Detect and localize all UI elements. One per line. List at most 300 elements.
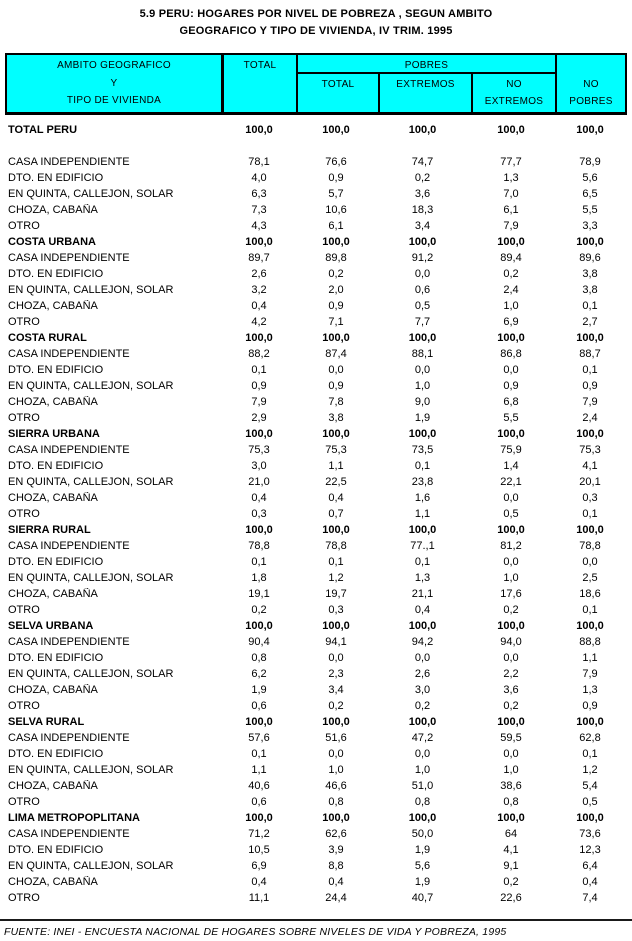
row-value: 2,6 — [251, 268, 267, 280]
header-no-extremos-line-2: EXTREMOS — [484, 96, 544, 107]
row-value: 0,0 — [328, 748, 344, 760]
row-label: DTO. EN EDIFICIO — [8, 460, 104, 472]
row-value: 78,8 — [248, 540, 270, 552]
row-value: 0,5 — [582, 796, 598, 808]
row-label: SIERRA RURAL — [8, 524, 91, 536]
header-pobres-no-extremos — [471, 74, 555, 112]
row-value: 3,2 — [251, 284, 267, 296]
row-value: 100,0 — [576, 620, 604, 632]
table-row — [5, 762, 627, 778]
row-value: 1,0 — [503, 764, 519, 776]
row-value: 0,4 — [251, 300, 267, 312]
footer-divider — [0, 919, 632, 921]
table-row — [5, 778, 627, 794]
row-value: 0,6 — [414, 284, 431, 296]
row-value: 100,0 — [497, 332, 525, 344]
row-label: OTRO — [8, 412, 40, 424]
row-value: 0,0 — [414, 364, 431, 376]
header-ambito-geografico — [7, 55, 224, 112]
row-value: 0,3 — [582, 492, 598, 504]
table-row — [5, 890, 627, 906]
row-value: 76,6 — [325, 156, 347, 168]
section-header-row — [5, 618, 627, 634]
row-value: 22,5 — [325, 476, 347, 488]
row-label: CHOZA, CABAÑA — [8, 492, 98, 504]
row-value: 40,6 — [248, 780, 270, 792]
row-value: 2,0 — [328, 284, 344, 296]
row-value: 0,0 — [328, 652, 344, 664]
row-label: CASA INDEPENDIENTE — [8, 828, 130, 840]
row-value: 77,7 — [500, 156, 522, 168]
row-value: 6,9 — [503, 316, 519, 328]
row-value: 6,9 — [251, 860, 267, 872]
row-value: 100,0 — [322, 236, 350, 248]
section-header-row — [5, 714, 627, 730]
row-value: 75,3 — [325, 444, 347, 456]
row-value: 71,2 — [248, 828, 270, 840]
row-value: 2,5 — [582, 572, 598, 584]
row-value: 1,0 — [414, 380, 431, 392]
row-value: 94,0 — [500, 636, 522, 648]
row-value: 100,0 — [245, 124, 273, 136]
row-value: 0,0 — [503, 364, 519, 376]
row-value: 88,1 — [411, 348, 434, 360]
section-header-row — [5, 522, 627, 538]
header-pobres-extremos: EXTREMOS — [378, 74, 471, 112]
row-value: 0,9 — [328, 380, 344, 392]
row-value: 1,3 — [414, 572, 431, 584]
row-value: 40,7 — [411, 892, 434, 904]
row-label: COSTA URBANA — [8, 236, 96, 248]
row-label: CHOZA, CABAÑA — [8, 204, 98, 216]
row-value: 94,2 — [411, 636, 434, 648]
row-value: 3,0 — [251, 460, 267, 472]
row-value: 22,1 — [500, 476, 522, 488]
row-value: 19,7 — [325, 588, 347, 600]
row-value: 100,0 — [408, 716, 437, 728]
row-value: 100,0 — [497, 812, 525, 824]
header-ambito-line-1: AMBITO GEOGRAFICO — [57, 60, 171, 71]
row-label: EN QUINTA, CALLEJON, SOLAR — [8, 284, 174, 296]
row-value: 0,4 — [582, 876, 598, 888]
row-value: 100,0 — [576, 124, 604, 136]
row-value: 5,5 — [503, 412, 519, 424]
row-value: 0,9 — [582, 380, 598, 392]
row-value: 0,9 — [328, 172, 344, 184]
row-value: 78,1 — [248, 156, 270, 168]
table-row — [5, 858, 627, 874]
row-value: 0,3 — [328, 604, 344, 616]
row-value: 75,3 — [579, 444, 601, 456]
row-value: 21,0 — [248, 476, 270, 488]
row-value: 91,2 — [411, 252, 434, 264]
row-value: 7,9 — [503, 220, 519, 232]
row-value: 0,2 — [503, 700, 519, 712]
table-row — [5, 746, 627, 762]
row-label: CASA INDEPENDIENTE — [8, 444, 130, 456]
row-value: 17,6 — [500, 588, 522, 600]
row-value: 0,1 — [251, 364, 267, 376]
row-value: 0,0 — [414, 748, 431, 760]
row-value: 0,0 — [503, 652, 519, 664]
row-value: 100,0 — [408, 236, 437, 248]
row-value: 2,7 — [582, 316, 598, 328]
row-value: 100,0 — [322, 716, 350, 728]
row-value: 100,0 — [245, 620, 273, 632]
row-value: 1,1 — [251, 764, 267, 776]
row-label: EN QUINTA, CALLEJON, SOLAR — [8, 572, 174, 584]
row-value: 6,1 — [503, 204, 519, 216]
row-value: 0,0 — [328, 364, 344, 376]
row-value: 100,0 — [245, 428, 273, 440]
row-value: 0,5 — [503, 508, 519, 520]
row-value: 100,0 — [322, 620, 350, 632]
row-value: 21,1 — [411, 588, 434, 600]
header-no-pobres-line-2: POBRES — [569, 96, 613, 107]
row-value: 6,3 — [251, 188, 267, 200]
row-value: 10,5 — [248, 844, 270, 856]
row-label: OTRO — [8, 508, 40, 520]
row-value: 100,0 — [408, 524, 437, 536]
row-value: 1,9 — [251, 684, 267, 696]
row-value: 1,4 — [503, 460, 519, 472]
row-value: 94,1 — [325, 636, 347, 648]
row-value: 89,4 — [500, 252, 522, 264]
row-value: 0,8 — [328, 796, 344, 808]
row-value: 2,9 — [251, 412, 267, 424]
row-value: 78,9 — [579, 156, 601, 168]
row-value: 3,9 — [328, 844, 344, 856]
row-value: 100,0 — [576, 332, 604, 344]
row-value: 59,5 — [500, 732, 522, 744]
row-value: 0,0 — [503, 556, 519, 568]
row-label: SIERRA URBANA — [8, 428, 100, 440]
row-value: 2,4 — [582, 412, 598, 424]
source-note: FUENTE: INEI - ENCUESTA NACIONAL DE HOGARES SOBRE NIVELES DE VIDA Y POBREZA, 1995 — [4, 926, 507, 938]
row-value: 100,0 — [576, 428, 604, 440]
row-value: 87,4 — [325, 348, 347, 360]
section-header-row — [5, 234, 627, 250]
row-value: 1,0 — [414, 764, 431, 776]
row-label: EN QUINTA, CALLEJON, SOLAR — [8, 380, 174, 392]
row-value: 0,8 — [251, 652, 267, 664]
header-total: TOTAL — [224, 55, 298, 112]
row-value: 0,9 — [503, 380, 519, 392]
row-value: 3,3 — [582, 220, 598, 232]
row-value: 0,5 — [414, 300, 431, 312]
row-value: 75,3 — [248, 444, 270, 456]
row-value: 1,1 — [328, 460, 344, 472]
row-value: 47,2 — [411, 732, 434, 744]
table-row — [5, 506, 627, 522]
page-title — [0, 6, 632, 40]
row-value: 100,0 — [408, 428, 437, 440]
row-value: 2,2 — [503, 668, 519, 680]
row-value: 3,4 — [414, 220, 431, 232]
row-value: 64 — [504, 828, 518, 840]
table-row — [5, 250, 627, 266]
row-value: 1,2 — [582, 764, 598, 776]
row-value: 2,3 — [328, 668, 344, 680]
row-value: 3,8 — [582, 284, 598, 296]
row-label: SELVA URBANA — [8, 620, 94, 632]
row-value: 1,0 — [503, 572, 519, 584]
row-label: EN QUINTA, CALLEJON, SOLAR — [8, 188, 174, 200]
row-value: 11,1 — [248, 892, 270, 904]
row-label: EN QUINTA, CALLEJON, SOLAR — [8, 860, 174, 872]
row-value: 88,8 — [579, 636, 601, 648]
row-value: 1,9 — [414, 876, 431, 888]
row-value: 3,8 — [328, 412, 344, 424]
row-value: 4,0 — [251, 172, 267, 184]
row-value: 0,4 — [251, 876, 267, 888]
row-value: 89,6 — [579, 252, 601, 264]
row-value: 0,2 — [503, 268, 519, 280]
row-label: CHOZA, CABAÑA — [8, 300, 98, 312]
row-value: 7,4 — [582, 892, 598, 904]
row-label: OTRO — [8, 604, 40, 616]
row-value: 0,0 — [582, 556, 598, 568]
row-value: 22,6 — [500, 892, 522, 904]
table-row — [5, 442, 627, 458]
row-value: 100,0 — [245, 236, 273, 248]
table-row — [5, 474, 627, 490]
row-label: DTO. EN EDIFICIO — [8, 172, 104, 184]
row-value: 1,1 — [414, 508, 431, 520]
row-label: DTO. EN EDIFICIO — [8, 844, 104, 856]
section-header-row — [5, 330, 627, 346]
row-label: CASA INDEPENDIENTE — [8, 540, 130, 552]
table-row — [5, 490, 627, 506]
table-row — [5, 538, 627, 554]
row-value: 3,6 — [414, 188, 431, 200]
row-value: 0,1 — [582, 604, 598, 616]
title-line-1: 5.9 PERU: HOGARES POR NIVEL DE POBREZA , SEGUN AMBITO — [139, 8, 493, 20]
row-value: 4,3 — [251, 220, 267, 232]
row-value: 0,9 — [328, 300, 344, 312]
row-value: 100,0 — [497, 236, 525, 248]
table-row — [5, 346, 627, 362]
row-label: DTO. EN EDIFICIO — [8, 652, 104, 664]
row-label: DTO. EN EDIFICIO — [8, 748, 104, 760]
row-value: 88,2 — [248, 348, 270, 360]
row-value: 0,1 — [328, 556, 344, 568]
row-value: 5,7 — [328, 188, 344, 200]
row-value: 100,0 — [322, 428, 350, 440]
row-value: 7,3 — [251, 204, 267, 216]
row-value: 0,1 — [251, 748, 267, 760]
row-value: 6,4 — [582, 860, 598, 872]
row-value: 78,8 — [579, 540, 601, 552]
row-value: 0,0 — [503, 492, 519, 504]
row-value: 0,2 — [503, 876, 519, 888]
row-value: 19,1 — [248, 588, 270, 600]
row-value: 12,3 — [579, 844, 601, 856]
table-row — [5, 874, 627, 890]
row-value: 6,8 — [503, 396, 519, 408]
row-value: 0,4 — [251, 492, 267, 504]
row-label: OTRO — [8, 892, 40, 904]
table-row — [5, 314, 627, 330]
row-value: 100,0 — [245, 716, 273, 728]
row-label: CHOZA, CABAÑA — [8, 684, 98, 696]
row-value: 38,6 — [500, 780, 522, 792]
table-row — [5, 298, 627, 314]
row-value: 100,0 — [576, 812, 604, 824]
row-value: 100,0 — [576, 524, 604, 536]
row-value: 0,1 — [582, 364, 598, 376]
row-label: OTRO — [8, 796, 40, 808]
row-value: 0,1 — [414, 556, 431, 568]
row-value: 100,0 — [322, 332, 350, 344]
row-value: 7,7 — [414, 316, 431, 328]
table-row — [5, 170, 627, 186]
table-row — [5, 650, 627, 666]
table-row — [5, 266, 627, 282]
row-value: 62,6 — [325, 828, 347, 840]
row-value: 0,2 — [414, 172, 431, 184]
row-value: 100,0 — [245, 524, 273, 536]
row-value: 57,6 — [248, 732, 270, 744]
row-value: 75,9 — [500, 444, 522, 456]
table-row — [5, 154, 627, 170]
row-value: 20,1 — [579, 476, 601, 488]
row-value: 81,2 — [500, 540, 522, 552]
row-label: SELVA RURAL — [8, 716, 85, 728]
row-value: 0,1 — [582, 748, 598, 760]
row-value: 100,0 — [245, 332, 273, 344]
row-value: 0,0 — [414, 652, 431, 664]
row-value: 1,3 — [582, 684, 598, 696]
table-row — [5, 410, 627, 426]
table-row — [5, 730, 627, 746]
table-row — [5, 682, 627, 698]
row-value: 2,4 — [503, 284, 519, 296]
row-value: 100,0 — [408, 620, 437, 632]
row-value: 1,3 — [503, 172, 519, 184]
table-row — [5, 394, 627, 410]
row-value: 86,8 — [500, 348, 522, 360]
row-value: 3,8 — [582, 268, 598, 280]
row-value: 1,9 — [414, 412, 431, 424]
row-label: DTO. EN EDIFICIO — [8, 268, 104, 280]
row-value: 0,2 — [328, 268, 344, 280]
row-value: 62,8 — [579, 732, 601, 744]
row-label: CASA INDEPENDIENTE — [8, 156, 130, 168]
row-value: 10,6 — [325, 204, 347, 216]
header-no-pobres — [555, 55, 625, 112]
row-value: 7,9 — [582, 396, 598, 408]
header-pobres-total: TOTAL — [321, 79, 355, 90]
row-value: 5,5 — [582, 204, 598, 216]
table-row — [5, 698, 627, 714]
row-value: 0,1 — [414, 460, 431, 472]
row-value: 100,0 — [497, 524, 525, 536]
row-value: 73,5 — [411, 444, 434, 456]
row-value: 51,6 — [325, 732, 347, 744]
row-label: EN QUINTA, CALLEJON, SOLAR — [8, 668, 174, 680]
row-value: 18,6 — [579, 588, 601, 600]
row-value: 1,6 — [414, 492, 431, 504]
row-value: 0,4 — [414, 604, 431, 616]
row-label: CASA INDEPENDIENTE — [8, 732, 130, 744]
row-value: 0,9 — [251, 380, 267, 392]
row-value: 3,4 — [328, 684, 344, 696]
row-label: EN QUINTA, CALLEJON, SOLAR — [8, 476, 174, 488]
row-value: 1,8 — [251, 572, 267, 584]
header-no-extremos-line-1: NO — [506, 79, 522, 90]
row-value: 78,8 — [325, 540, 347, 552]
table-row — [5, 586, 627, 602]
table-row — [5, 634, 627, 650]
row-label: CASA INDEPENDIENTE — [8, 636, 130, 648]
row-label: CASA INDEPENDIENTE — [8, 252, 130, 264]
row-value: 51,0 — [411, 780, 434, 792]
row-value: 100,0 — [408, 124, 437, 136]
row-value: 0,2 — [251, 604, 267, 616]
row-value: 18,3 — [411, 204, 434, 216]
row-value: 7,9 — [582, 668, 598, 680]
row-value: 100,0 — [322, 524, 350, 536]
row-value: 100,0 — [497, 620, 525, 632]
row-value: 1,0 — [328, 764, 344, 776]
table-row — [5, 794, 627, 810]
header-ambito-line-3: TIPO DE VIVIENDA — [66, 95, 162, 106]
table-body — [5, 122, 627, 906]
row-value: 7,0 — [503, 188, 519, 200]
table-row — [5, 842, 627, 858]
row-value: 0,4 — [328, 492, 344, 504]
row-value: 5,4 — [582, 780, 598, 792]
row-value: 46,6 — [325, 780, 347, 792]
row-value: 0,2 — [414, 700, 431, 712]
table-row — [5, 602, 627, 618]
row-value: 89,8 — [325, 252, 347, 264]
row-value: 0,2 — [328, 700, 344, 712]
row-value: 0,2 — [503, 604, 519, 616]
row-value: 1,2 — [328, 572, 344, 584]
table-row — [5, 458, 627, 474]
row-value: 9,1 — [503, 860, 519, 872]
section-header-row — [5, 122, 627, 138]
row-value: 7,8 — [328, 396, 344, 408]
row-value: 7,9 — [251, 396, 267, 408]
row-label: OTRO — [8, 700, 40, 712]
row-value: 0,6 — [251, 796, 267, 808]
row-label: CASA INDEPENDIENTE — [8, 348, 130, 360]
row-label: OTRO — [8, 316, 40, 328]
row-value: 100,0 — [576, 716, 604, 728]
row-value: 100,0 — [408, 332, 437, 344]
section-header-row — [5, 810, 627, 826]
row-value: 100,0 — [497, 428, 525, 440]
row-value: 77.,1 — [410, 540, 435, 552]
table-row — [5, 378, 627, 394]
row-value: 88,7 — [579, 348, 601, 360]
row-value: 4,1 — [582, 460, 598, 472]
row-label: CHOZA, CABAÑA — [8, 876, 98, 888]
row-value: 1,1 — [582, 652, 598, 664]
row-label: TOTAL PERU — [8, 124, 78, 136]
row-value: 0,8 — [503, 796, 519, 808]
section-header-row — [5, 426, 627, 442]
row-value: 74,7 — [411, 156, 434, 168]
row-value: 9,0 — [414, 396, 431, 408]
row-value: 6,2 — [251, 668, 267, 680]
row-value: 1,9 — [414, 844, 431, 856]
row-value: 100,0 — [497, 124, 525, 136]
table-row — [5, 826, 627, 842]
